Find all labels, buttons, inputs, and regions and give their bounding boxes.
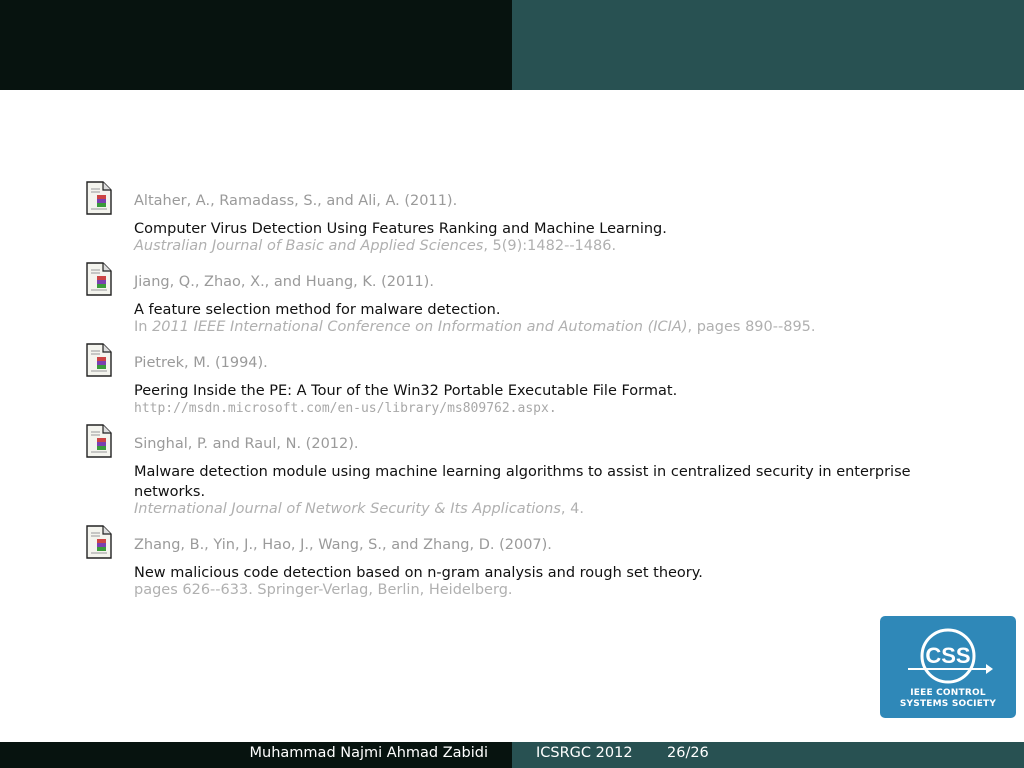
reference-authors: Pietrek, M. (1994). bbox=[134, 355, 268, 371]
reference-source: pages 626--633. Springer-Verlag, Berlin, Heidelberg. bbox=[134, 582, 513, 598]
reference-authors: Zhang, B., Yin, J., Hao, J., Wang, S., and Zhang, D. (2007). bbox=[134, 537, 552, 553]
document-icon bbox=[86, 424, 112, 458]
reference-source: Australian Journal of Basic and Applied Sciences, 5(9):1482--1486. bbox=[134, 238, 617, 254]
reference-url[interactable]: http://msdn.microsoft.com/en-us/library/ms809762.aspx. bbox=[134, 401, 557, 416]
footer-author: Muhammad Najmi Ahmad Zabidi bbox=[249, 745, 488, 761]
reference-authors: Jiang, Q., Zhao, X., and Huang, K. (2011). bbox=[134, 274, 434, 290]
reference-title: Computer Virus Detection Using Features Ranking and Machine Learning. bbox=[134, 221, 667, 237]
logo-line2: SYSTEMS SOCIETY bbox=[899, 699, 997, 709]
document-icon bbox=[86, 181, 112, 215]
document-icon bbox=[86, 525, 112, 559]
document-icon bbox=[86, 343, 112, 377]
footer-left-panel bbox=[0, 742, 512, 768]
footer-right-panel bbox=[512, 742, 1024, 768]
reference-title: Malware detection module using machine learning algorithms to assist in centralized security in enterprise networks. bbox=[134, 464, 911, 500]
header-left-panel bbox=[0, 0, 512, 90]
reference-source: In 2011 IEEE International Conference on Information and Automation (ICIA), pages 890--895. bbox=[134, 319, 816, 335]
header-right-panel bbox=[512, 0, 1024, 90]
logo-css-text: CSS bbox=[925, 643, 971, 668]
reference-source: International Journal of Network Security & Its Applications, 4. bbox=[134, 501, 584, 517]
footer-page-number: 26/26 bbox=[667, 745, 709, 761]
reference-title: New malicious code detection based on n-gram analysis and rough set theory. bbox=[134, 565, 703, 581]
document-icon bbox=[86, 262, 112, 296]
footer-conference: ICSRGC 2012 bbox=[536, 745, 633, 761]
reference-authors: Singhal, P. and Raul, N. (2012). bbox=[134, 436, 359, 452]
logo-line1: IEEE CONTROL bbox=[910, 688, 986, 698]
ieee-css-logo bbox=[880, 616, 1016, 718]
reference-title: A feature selection method for malware detection. bbox=[134, 302, 501, 318]
reference-authors: Altaher, A., Ramadass, S., and Ali, A. (2011). bbox=[134, 193, 458, 209]
reference-title: Peering Inside the PE: A Tour of the Win32 Portable Executable File Format. bbox=[134, 383, 678, 399]
